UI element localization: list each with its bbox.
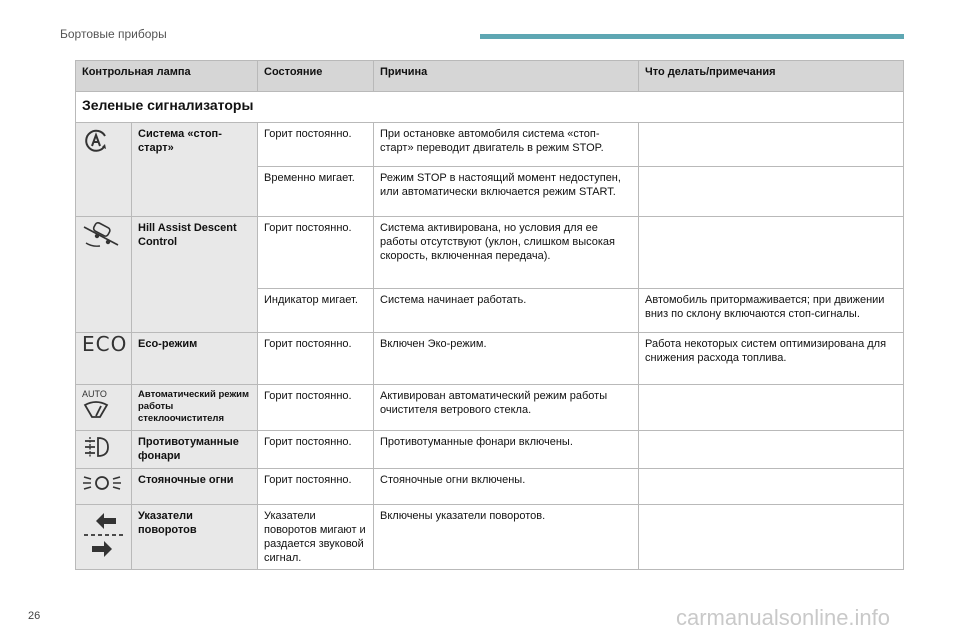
action-cell [639, 505, 904, 570]
auto-label: AUTO [82, 389, 107, 399]
auto-stop-start-icon [82, 127, 110, 155]
action-cell [639, 167, 904, 217]
action-cell [639, 431, 904, 469]
icon-cell [76, 469, 132, 505]
icon-cell [76, 123, 132, 217]
action-cell [639, 123, 904, 167]
icon-cell [76, 333, 132, 385]
col-header-lamp: Контрольная лампа [76, 61, 258, 92]
fog-lamp-icon [82, 435, 112, 459]
state-cell: Индикатор мигает. [258, 289, 374, 333]
eco-icon: ECO [82, 332, 128, 356]
col-header-state: Состояние [258, 61, 374, 92]
table-header-row [76, 61, 904, 92]
lamp-name: Автоматический режим работы стеклоочистителя [132, 385, 258, 431]
parking-lights-icon [82, 473, 122, 493]
cause-cell: Система активирована, но условия для ее работы отсутствуют (уклон, слишком высокая скорость, включенная передача). [374, 217, 639, 289]
lamp-name: Указатели поворотов [132, 505, 258, 570]
state-cell: Горит постоянно. [258, 123, 374, 167]
page-number: 26 [28, 610, 41, 622]
action-cell: Работа некоторых систем оптимизирована для снижения расхода топлива. [639, 333, 904, 385]
cause-cell: Система начинает работать. [374, 289, 639, 333]
action-cell [639, 385, 904, 431]
group-title: Зеленые сигнализаторы [76, 92, 904, 123]
accent-bar [480, 34, 904, 39]
section-title: Бортовые приборы [60, 27, 167, 41]
watermark: carmanualsonline.info [676, 605, 891, 630]
hill-descent-icon [82, 221, 120, 249]
state-cell: Указатели поворотов мигают и раздается звуковой сигнал. [258, 505, 374, 570]
cause-cell: Активирован автоматический режим работы очистителя ветрового стекла. [374, 385, 639, 431]
cause-cell: Режим STOP в настоящий момент недоступен, или автоматически включается режим START. [374, 167, 639, 217]
table-row [76, 333, 904, 385]
lamp-name: Eco-режим [132, 333, 258, 385]
state-cell: Временно мигает. [258, 167, 374, 217]
table-row [76, 123, 904, 167]
state-cell: Горит постоянно. [258, 217, 374, 289]
col-header-cause: Причина [374, 61, 639, 92]
turn-signals-icon [82, 509, 126, 559]
action-cell [639, 217, 904, 289]
lamp-name: Система «стоп-старт» [132, 123, 258, 217]
icon-cell [76, 431, 132, 469]
state-cell: Горит постоянно. [258, 431, 374, 469]
cause-cell: Противотуманные фонари включены. [374, 431, 639, 469]
lamp-name: Hill Assist Descent Control [132, 217, 258, 333]
lamp-name: Стояночные огни [132, 469, 258, 505]
table-row [76, 385, 904, 431]
group-row [76, 92, 904, 123]
auto-wiper-icon [82, 399, 110, 419]
state-cell: Горит постоянно. [258, 333, 374, 385]
table-row [76, 431, 904, 469]
icon-cell [76, 385, 132, 431]
lamp-name: Противотуманные фонари [132, 431, 258, 469]
table-row [76, 469, 904, 505]
icon-cell [76, 505, 132, 570]
table-row [76, 217, 904, 289]
cause-cell: Включены указатели поворотов. [374, 505, 639, 570]
action-cell: Автомобиль притормаживается; при движении вниз по склону включаются стоп-сигналы. [639, 289, 904, 333]
icon-cell [76, 217, 132, 333]
state-cell: Горит постоянно. [258, 469, 374, 505]
col-header-action: Что делать/примечания [639, 61, 904, 92]
action-cell [639, 469, 904, 505]
cause-cell: Включен Эко-режим. [374, 333, 639, 385]
cause-cell: Стояночные огни включены. [374, 469, 639, 505]
table-row [76, 505, 904, 570]
cause-cell: При остановке автомобиля система «стоп-старт» переводит двигатель в режим STOP. [374, 123, 639, 167]
state-cell: Горит постоянно. [258, 385, 374, 431]
warning-lamps-table [75, 60, 904, 570]
